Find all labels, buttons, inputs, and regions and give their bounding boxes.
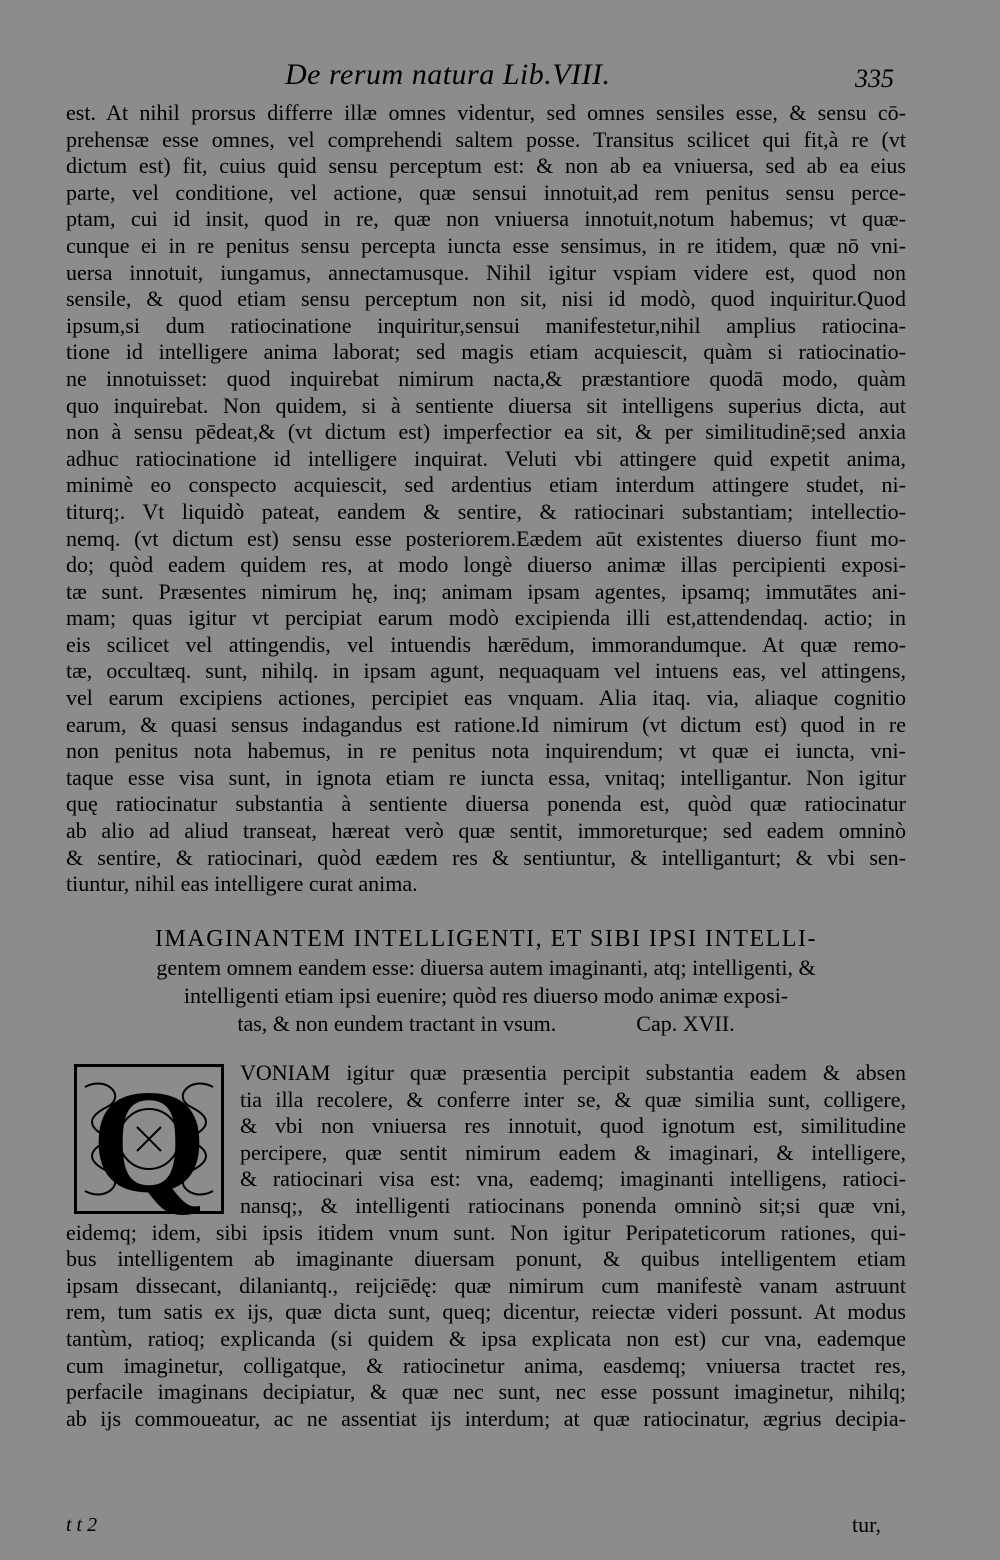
decorated-initial [74,1060,224,1224]
text-line: quo inquirebat. Non quidem, si à sentiente diuersa sit intelligens superius dicta, aut [66,392,906,418]
text-line: eis scilicet vel attingendis, vel intuendis hærēdum, immorandumque. At quæ remo- [66,631,906,657]
text-line: minimè eo conspecto acquiescit, sed ardentius etiam interdum attingere studet, ni- [66,472,906,498]
text-line: sensile, & quod etiam sensu perceptum non sit, nisi id modò, quod inquiritur.Quod [66,286,906,312]
text-line: dictum est) fit, cuius quid sensu perceptum est: & non ab ea vniuersa, sed ab ea eius [66,153,906,179]
text-line: ab ijs commoueatur, ac ne assentiat ijs interdum; at quæ ratiocinatur, ægrius decipia- [66,1405,906,1431]
text-line: est. At nihil prorsus differre illæ omnes videntur, sed omnes sensiles esse, & sensu cō- [66,100,906,125]
dropcap-paragraph [66,1060,906,1432]
text-line: & ratiocinari visa est: vna, eademq; imaginanti intelligens, ratioci- [240,1166,906,1192]
dropcap-lines [240,1060,906,1220]
text-line: ipsam dissecant, dilaniantq., reijciēdę: quæ nimirum cum manifestè vanam astruunt [66,1272,906,1298]
paragraph-lines [66,1220,906,1433]
chapter-heading-line: gentem omnem eandem esse: diuersa autem imaginanti, atq; intelligenti, & [156,955,816,980]
text-line: cum imaginetur, colligatque, & ratiocinetur anima, easdemq; vniuersa tractet res, [66,1352,906,1378]
text-line: bus intelligentem ab imaginante diuersam ponunt, & quibus intelligentem etiam [66,1246,906,1272]
text-line: nemq. (vt dictum est) sensu esse posteriorem.Eædem aūt existentes diuerso fiunt mo- [66,525,906,551]
text-line: nansq;, & intelligenti ratiocinans ponenda omninò sit;si quæ vni, [240,1192,906,1218]
text-line: non penitus nota habemus, in re penitus nota inquirendum; vt quæ ei iuncta, vni- [66,738,906,764]
text-line: eidemq; idem, sibi ipsis itidem vnum sunt. Non igitur Peripateticorum rationes, qui- [66,1219,906,1245]
text-line: taque esse visa sunt, in ignota etiam re iuncta essa, vnitaq; intelligantur. Non igitur [66,764,906,790]
text-line: tæ sunt. Præsentes nimirum hę, inq; animam ipsam agentes, ipsamq; immutātes ani- [66,578,906,604]
text-line: non à sensu pēdeat,& (vt dictum est) imperfectior ea sit, & per similitudinē;sed anxia [66,419,906,445]
text-line: percipere, quæ sentit nimirum eadem & imaginari, & intelligere, [240,1139,906,1165]
text-line: perfacile imaginans decipiatur, & quæ nec sunt, nec esse possunt imaginetur, nihilq; [66,1379,906,1405]
text-line: tione id intelligere anima laborat; sed magis etiam acquiescit, quàm si ratiocinatio- [66,339,906,365]
chapter-label: Cap. XVII. [636,1011,735,1036]
text-line: & sentire, & ratiocinari, quòd eædem res & sentiuntur, & intelliganturt; & vbi sen- [66,844,906,870]
text-line: uersa innotuit, iungamus, annectamusque. Nihil igitur vspiam videre est, quod non [66,259,906,285]
text-line: tia illa recolere, & conferre inter se, & quæ similia sunt, colligere, [240,1086,906,1112]
chapter-heading-line: tas, & non eundem tractant in vsum. [237,1011,557,1036]
text-line: ab alio ad aliud transeat, hæreat verò quæ sentit, immoreturque; sed eadem omninò [66,818,906,844]
text-line: quę ratiocinatur substantia à sentiente diuersa ponenda est, quòd quæ ratiocinatur [66,791,906,817]
text-line: vel earum excipiens actiones, percipiet eas vnquam. Alia itaq. via, aliaque cognitio [66,685,906,711]
chapter-heading-last-row [66,1010,906,1038]
text-line: parte, vel conditione, vel actione, quæ sensui innotuit,ad rem penitus sensu perce- [66,179,906,205]
catchword: tur, [852,1512,882,1537]
text-line: earum, & quasi sensus indagandus est ratione.Id nimirum (vt dictum est) quod in re [66,711,906,737]
running-head: De rerum natura Lib.VIII. [285,58,611,91]
text-line: mam; quas igitur vt percipiat earum modò excipienda illi est,attendendaq. actio; in [66,605,906,631]
page-number: 335 [855,64,894,93]
text-line: tiuntur, nihil eas intelligere curat anima. [66,871,418,897]
drop-cap-letter: Q [91,1060,207,1224]
text-line: VONIAM igitur quæ præsentia percipit substantia eadem & absen [240,1060,906,1085]
text-line: titurq;. Vt liquidò pateat, eandem & sentire, & ratiocinari substantiam; intellectio- [66,498,906,524]
text-line: do; quòd eadem quidem res, at modo longè diuerso animæ illas percipienti exposi- [66,552,906,578]
text-line: prehensæ esse omnes, vel comprehendi saltem posse. Transitus scilicet qui fit,à re (vt [66,126,906,152]
chapter-heading-caps: IMAGINANTEM INTELLIGENTI, ET SIBI IPSI INTELLI- [155,926,817,952]
text-line: ipsum,si dum ratiocinatione inquiritur,sensui manifestetur,nihil amplius ratiocina- [66,312,906,338]
text-line: tantùm, ratioq; explicanda (si quidem & ipsa explicata non est) cur vna, eademque [66,1325,906,1351]
chapter-heading-line: intelligenti etiam ipsi euenire; quòd res diuerso modo animæ exposi- [183,983,789,1008]
chapter-heading [66,924,906,1038]
text-line: & vbi non vniuersa res innotuit, quod ignotum est, similitudine [240,1113,906,1139]
text-line: adhuc ratiocinatione id intelligere inquirat. Veluti vbi attingere quid expetit anima, [66,445,906,471]
body-text [66,100,906,898]
text-line: cunque ei in re penitus sensu percepta iuncta esse sensimus, in re itidem, quæ nō vni- [66,232,906,258]
text-line: ne innotuisset: quod inquirebat nimirum nacta,& præstantiore quodā modo, quàm [66,365,906,391]
signature-mark: t t 2 [66,1514,98,1536]
text-line: ptam, cui id insit, quod in re, quæ non vniuersa innotuit,notum habemus; vt quæ- [66,206,906,232]
text-line: rem, tum satis ex ijs, quæ dicta sunt, queq; dicentur, reiectæ videri possunt. At modus [66,1299,906,1325]
text-line: tæ, occultæq. sunt, nihilq. in ipsam agunt, nequaquam vel intuens eas, vel attingens, [66,658,906,684]
